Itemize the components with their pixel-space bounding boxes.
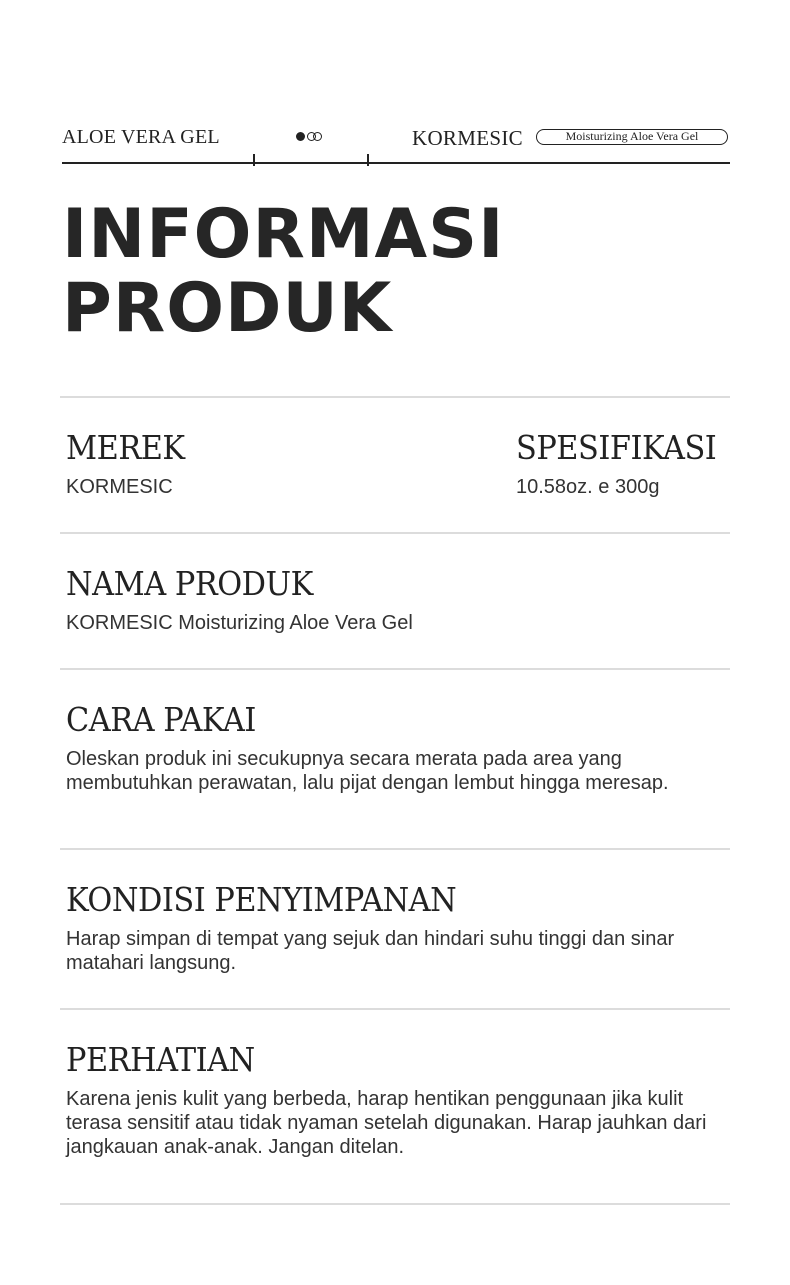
kondisi-penyimpanan-value: Harap simpan di tempat yang sejuk dan hindari suhu tinggi dan sinar matahari langsung. [66, 928, 675, 974]
product-label: ALOE VERA GEL [62, 126, 220, 148]
divider [60, 848, 730, 850]
divider [60, 532, 730, 534]
merek-value: KORMESIC [66, 476, 173, 498]
divider [60, 1203, 730, 1205]
header-tick [253, 154, 255, 166]
page-indicator-icon [296, 132, 322, 141]
page-title [62, 195, 505, 348]
spesifikasi-heading: SPESIFIKASI [516, 428, 717, 467]
header [62, 118, 730, 168]
divider [60, 1008, 730, 1010]
product-name-pill: Moisturizing Aloe Vera Gel [536, 129, 728, 145]
page-title-line2: PRODUK [62, 269, 393, 348]
brand-logo: KORMESIC [412, 126, 523, 150]
header-tick [367, 154, 369, 166]
divider [60, 396, 730, 398]
nama-produk-heading: NAMA PRODUK [66, 564, 313, 603]
cara-pakai-value: Oleskan produk ini secukupnya secara merata pada area yang membutuhkan perawatan, lalu pijat dengan lembut hingga meresap. [66, 748, 669, 794]
dot-filled-icon [296, 132, 305, 141]
perhatian-value: Karena jenis kulit yang berbeda, harap hentikan penggunaan jika kulit terasa sensitif atau tidak nyaman setelah digunakan. Harap jauhkan dari jangkauan anak-anak. Jangan ditelan. [66, 1088, 707, 1158]
kondisi-penyimpanan-heading: KONDISI PENYIMPANAN [66, 880, 457, 919]
divider [60, 668, 730, 670]
nama-produk-value: KORMESIC Moisturizing Aloe Vera Gel [66, 612, 413, 634]
dot-outline-icon [313, 132, 322, 141]
header-rule [62, 162, 730, 164]
spesifikasi-value: 10.58oz. e 300g [516, 476, 660, 498]
page-title-line1: INFORMASI [62, 195, 505, 274]
merek-heading: MEREK [66, 428, 185, 467]
cara-pakai-heading: CARA PAKAI [66, 700, 256, 739]
perhatian-heading: PERHATIAN [66, 1040, 255, 1079]
